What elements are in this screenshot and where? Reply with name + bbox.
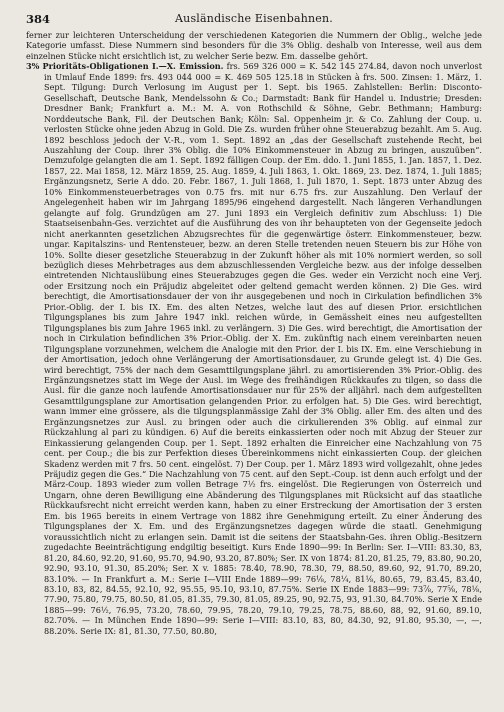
page-header <box>26 8 482 26</box>
page-body <box>26 30 482 636</box>
entry-paragraph <box>26 61 482 636</box>
entry-heading: Prioritäts-Obligationen I.—X. Emission. <box>42 61 224 72</box>
entry-text: frs. 569 326 000 = K. 542 145 274.84, davon noch unverlost in Umlauf Ende 1899: frs. 493 044 000 = K. 469 505 125.18 in Stücken à frs. 500. Zinsen: 1. März, 1. Sept. Tilgung: Durch Verlosung im August per 1. Sept. bis 1965. Zahlstellen: Berlin: Disconto-Gesellschaft, Deutsche Bank, Mendelssohn & Co.; Darmstadt: Bank für Handel u. Industrie; Dresden: Dresdner Bank; Frankfurt a. M.: M. A. von Rothschild & Söhne, Gebr. Bethmann; Hamburg: Norddeutsche Bank, Fil. der Deutschen Bank; Köln: Sal. Oppenheim jr. & Co. Zahlung der Coup. u. verlosten Stücke ohne jeden Abzug in Gold. Die Zs. wurden früher ohne Steuerabzug bezahlt. Am 5. Aug. 1892 beschloss jedoch der V.-R., vom 1. Sept. 1892 an „das der Gesellschaft zustehende Recht, bei Auszahlung der Coup. ihrer 3% Oblig. die 10% Einkommensteuer in Abzug zu bringen, auszuüben“. Demzufolge gelangten die am 1. Sept. 1892 fälligen Coup. der Em. ddo. 1. Juni 1855, 1. Jan. 1857, 1. Dez. 1857, 22. Mai 1858, 12. März 1859, 25. Aug. 1859, 4. Juli 1863, 1. Okt. 1869, 23. Dez. 1874, 1. Juli 1885; Ergänzungsnetz, Serie A ddo. 20. Febr. 1867, 1. Juli 1868, 1. Juli 1870, 1. Sept. 1873 unter Abzug des 10% Einkommensteuerbetrages von 0.75 frs. mit nur 6.75 frs. zur Auszahlung. Den Verlauf der Angelegenheit haben wir im Jahrgang 1895/96 eingehend dargestellt. Nach längeren Verhandlungen gelangte auf folg. Grundzügen am 27. Juni 1893 ein Vergleich definitiv zum Abschluss: 1) Die Staatseisenbahn-Ges. verzichtet auf die Ausführung des von ihr behaupteten von der Gegenseite jedoch nicht anerkannten gesetzlichen Abzugsrechtes für die gegenwärtige österr. Einkommensteuer, bezw. ungar. Kapitalszins- und Rentensteuer, bezw. an deren Stelle tretenden neuen Steuern bis zur Höhe von 10%. Sollte dieser gesetzliche Steuerabzug in der Zukunft höher als mit 10% normiert werden, so soll bezüglich dieses Mehrbetrages aus dem abzuschliessenden Vergleiche bezw. aus der infolge desselben eintretenden Nichtauslübung eines Steuerabzuges gegen die Ges. weder ein Verzicht noch eine Verj. oder Ersitzung noch ein Präjudiz abgeleitet oder geltend gemacht werden können. 2) Die Ges. wird berechtigt, die Amortisationsdauer der von ihr ausgegebenen und noch in Cirkulation befindlichen 3% Prior.-Oblig. der I. bis IX. Em. des alten Netzes, welche laut des auf diesen Prior. ersichtlichen Tilgungsplanes bis zum Jahre 1947 inkl. reichen würde, in Gemässheit eines neu aufgestellten Tilgungsplanes bis zum Jahre 1965 inkl. zu verlängern. 3) Die Ges. wird berechtigt, die Amortisation der noch in Cirkulation befindlichen 3% Prior.-Oblig. der X. Em. zukünftig nach einem vereinbarten neuen Tilgungsplane vorzunehmen, welchem die Analogie mit den Prior. der I. bis IX. Em. eine Verschiebung in der Amortisation, jedoch ohne Verlängerung der Amortisationsdauer, zu Grunde gelegt ist. 4) Die Ges. wird berechtigt, 75% der nach dem Gesamttilgungsplane jährl. zu amortisierenden 3% Prior.-Oblig. des Ergänzungsnetzes statt im Wege der Ausl. im Wege des freihändigen Rückkaufes zu tilgen, so dass die Ausl. für die ganze noch laufende Amortisationsdauer nur für 25% der alljährl. nach dem aufgestellten Gesamttilgungsplane zur Amortisation gelangenden Prior. zu erfolgen hat. 5) Die Ges. wird berechtigt, wann immer eine grössere, als die tilgungsplanmässige Zahl der 3% Oblig. aller Em. des alten und des Ergänzungsnetzes zur Ausl. zu bringen oder auch die cirkulierenden 3% Oblig. auf einmal zur Rückzahlung al pari zu kündigen. 6) Auf die bereits einkassierten oder noch mit Abzug der Steuer zur Einkassierung gelangenden Coup. per 1. Sept. 1892 erhalten die Einreicher eine Nachzahlung von 75 cent. per Coup.; die bis zur Perfektion dieses Übereinkommens nicht einkassierten Coup. der gleichen Skadenz werden mit 7 frs. 50 cent. eingelöst. 7) Der Coup. per 1. März 1893 wird vollgezahlt, ohne jedes Präjudiz gegen die Ges.“ Die Nachzahlung von 75 cent. auf den Sept.-Coup. ist denn auch erfolgt und der März-Coup. 1893 wieder zum vollen Betrage 7½ frs. eingelöst. Die Regierungen von Österreich und Ungarn, ohne deren Bewilligung eine Abänderung des Tilgungsplanes mit Rücksicht auf das staatliche Rückkaufsrecht nicht erreicht werden kann, haben zu einer Erstreckung der Amortisation der 3 ersten Em. bis 1965 bereits in einem Vertrage von 1882 ihre Genehmigung erteilt. Zu einer Änderung des Tilgungsplanes der X. Em. und des Ergänzungsnetzes dagegen würde die staatl. Genehmigung voraussichtlich nicht zu erlangen sein. Damit ist die seitens der Staatsbahn-Ges. ihren Oblig.-Besitzern zugedachte Beeinträchtigung endgiltig beseitigt. Kurs Ende 1890—99: In Berlin: Ser. I—VIII: 83.30, 83, 81.20, 84.60, 92.20, 91.60, 95.70, 94.90, 93.20, 87.80%; Ser. IX von 1874: 81.20, 81.25, 79, 83.80, 90.20, 92.90, 93.10, 91.30, 85.20%; Ser. X v. 1885: 78.40, 78.90, 78.30, 79, 88.50, 89.60, 92, 91.70, 89.20, 83.10%. — In Frankfurt a. M.: Serie I—VIII Ende 1889—99: 76⅛, 78¼, 81⅛, 80.65, 79, 83.45, 83.40, 83.10, 83, 82, 84.55, 92.10, 92, 95.55, 95.10, 93.10, 87.75%. Serie IX Ende 1883—99: 73⅞, 77⅝, 78⅛, 77.90, 75.80, 79.75, 80.50, 81.05, 81.35, 79.30, 81.05, 89.25, 90, 92.75, 93, 91.30, 84.70%. Serie X Ende 1885—99: 76½, 76.95, 73.20, 78.60, 79.95, 78.20, 79.10, 79.25, 78.75, 88.60, 88, 92, 91.60, 89.10, 82.70%. — In München Ende 1890—99: Serie I—VIII: 83.10, 83, 80, 84.30, 92, 91.80, 95.30, —, —, 88.20%. Serie IX: 81, 81.30, 77.50, 80.80, <box>44 61 482 636</box>
running-head: Ausländische Eisenbahnen. <box>175 12 333 25</box>
entry-number: 3% <box>26 61 40 72</box>
intro-paragraph: ferner zur leichteren Unterscheidung der verschiedenen Kategorien die Nummern der Oblig., welche jede Kategorie umfasst. Diese Nummern sind besonders für die 3% Oblig. deshalb von Interesse, weil aus dem einzelnen Stücke nicht ersichtlich ist, zu welcher Serie bezw. Em. dasselbe gehört. <box>26 30 482 61</box>
page-number: 384 <box>26 12 51 26</box>
bond-entry <box>26 61 482 636</box>
